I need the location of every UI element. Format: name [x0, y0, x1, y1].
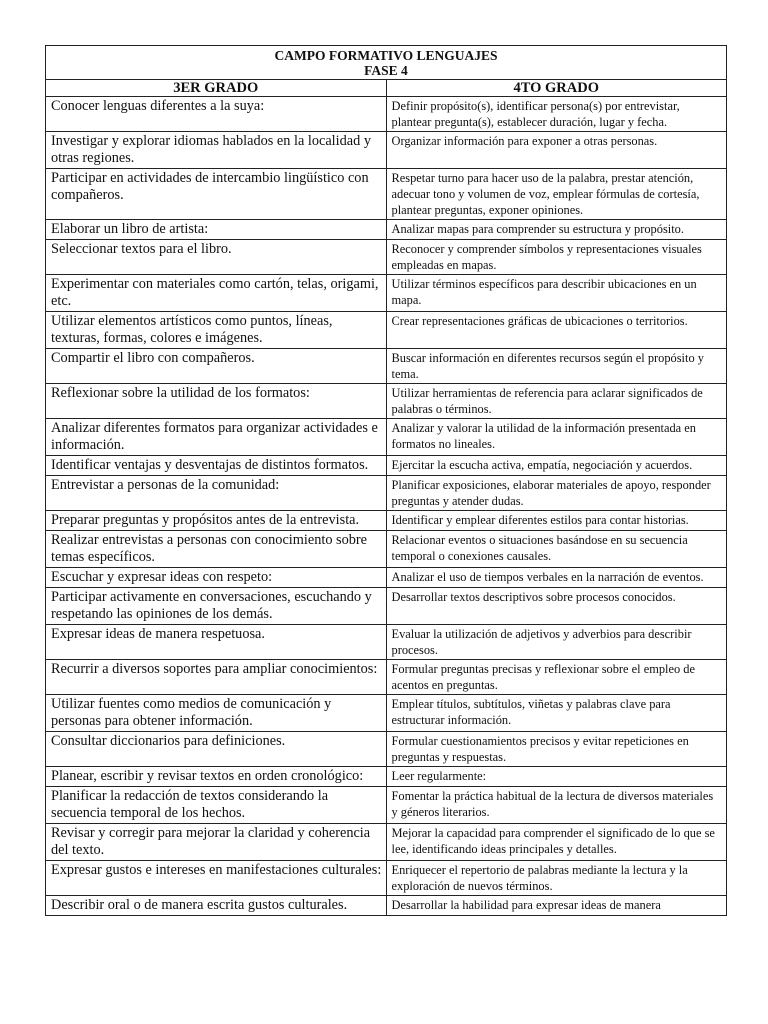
cell-3er-grado: Expresar gustos e intereses en manifestaciones culturales: [46, 861, 387, 896]
cell-4to-grado: Analizar mapas para comprender su estructura y propósito. [386, 220, 727, 240]
table-title-line1: CAMPO FORMATIVO LENGUAJES [274, 48, 498, 63]
cell-4to-grado: Desarrollar textos descriptivos sobre procesos conocidos. [386, 588, 727, 625]
cell-4to-grado: Crear representaciones gráficas de ubicaciones o territorios. [386, 312, 727, 349]
cell-4to-grado: Ejercitar la escucha activa, empatía, negociación y acuerdos. [386, 456, 727, 476]
cell-4to-grado: Leer regularmente: [386, 767, 727, 787]
table-row [46, 419, 727, 456]
table-title-line2: FASE 4 [364, 63, 408, 78]
table-row [46, 660, 727, 695]
cell-4to-grado: Enriquecer el repertorio de palabras mediante la lectura y la exploración de nuevos términos. [386, 861, 727, 896]
cell-3er-grado: Experimentar con materiales como cartón, telas, origami, etc. [46, 275, 387, 312]
table-row [46, 220, 727, 240]
cell-3er-grado: Elaborar un libro de artista: [46, 220, 387, 240]
table-row [46, 476, 727, 511]
table-row [46, 384, 727, 419]
cell-4to-grado: Utilizar herramientas de referencia para aclarar significados de palabras o términos. [386, 384, 727, 419]
cell-3er-grado: Conocer lenguas diferentes a la suya: [46, 97, 387, 132]
table-row [46, 511, 727, 531]
cell-3er-grado: Seleccionar textos para el libro. [46, 240, 387, 275]
cell-4to-grado: Formular cuestionamientos precisos y evitar repeticiones en preguntas y respuestas. [386, 732, 727, 767]
table-row [46, 169, 727, 220]
cell-3er-grado: Escuchar y expresar ideas con respeto: [46, 568, 387, 588]
cell-4to-grado: Analizar y valorar la utilidad de la información presentada en formatos no lineales. [386, 419, 727, 456]
cell-3er-grado: Revisar y corregir para mejorar la claridad y coherencia del texto. [46, 824, 387, 861]
table-row [46, 456, 727, 476]
cell-4to-grado: Planificar exposiciones, elaborar materiales de apoyo, responder preguntas y atender dudas. [386, 476, 727, 511]
cell-3er-grado: Planificar la redacción de textos considerando la secuencia temporal de los hechos. [46, 787, 387, 824]
cell-4to-grado: Desarrollar la habilidad para expresar ideas de manera [386, 896, 727, 916]
cell-3er-grado: Planear, escribir y revisar textos en orden cronológico: [46, 767, 387, 787]
table-row [46, 132, 727, 169]
table-row [46, 625, 727, 660]
cell-4to-grado: Reconocer y comprender símbolos y representaciones visuales empleadas en mapas. [386, 240, 727, 275]
cell-3er-grado: Consultar diccionarios para definiciones. [46, 732, 387, 767]
table-title [46, 46, 727, 80]
cell-3er-grado: Expresar ideas de manera respetuosa. [46, 625, 387, 660]
title-row [46, 46, 727, 80]
cell-3er-grado: Investigar y explorar idiomas hablados en la localidad y otras regiones. [46, 132, 387, 169]
cell-3er-grado: Preparar preguntas y propósitos antes de la entrevista. [46, 511, 387, 531]
table-body [46, 97, 727, 916]
cell-3er-grado: Participar en actividades de intercambio lingüístico con compañeros. [46, 169, 387, 220]
cell-4to-grado: Fomentar la práctica habitual de la lectura de diversos materiales y géneros literarios. [386, 787, 727, 824]
cell-4to-grado: Formular preguntas precisas y reflexionar sobre el empleo de acentos en preguntas. [386, 660, 727, 695]
table-row [46, 896, 727, 916]
table-row [46, 767, 727, 787]
table-row [46, 349, 727, 384]
table-row [46, 568, 727, 588]
cell-4to-grado: Utilizar términos específicos para describir ubicaciones en un mapa. [386, 275, 727, 312]
cell-4to-grado: Buscar información en diferentes recursos según el propósito y tema. [386, 349, 727, 384]
cell-3er-grado: Describir oral o de manera escrita gustos culturales. [46, 896, 387, 916]
cell-4to-grado: Relacionar eventos o situaciones basándose en su secuencia temporal o conexiones causales. [386, 531, 727, 568]
cell-4to-grado: Analizar el uso de tiempos verbales en la narración de eventos. [386, 568, 727, 588]
cell-3er-grado: Utilizar elementos artísticos como puntos, líneas, texturas, formas, colores e imágenes. [46, 312, 387, 349]
table-row [46, 275, 727, 312]
table-row [46, 787, 727, 824]
document-page [45, 45, 727, 916]
column-header-3er-grado: 3ER GRADO [46, 80, 387, 97]
cell-4to-grado: Organizar información para exponer a otras personas. [386, 132, 727, 169]
table-row [46, 312, 727, 349]
table-row [46, 695, 727, 732]
cell-4to-grado: Evaluar la utilización de adjetivos y adverbios para describir procesos. [386, 625, 727, 660]
cell-3er-grado: Participar activamente en conversaciones, escuchando y respetando las opiniones de los demás. [46, 588, 387, 625]
cell-4to-grado: Definir propósito(s), identificar persona(s) por entrevistar, plantear pregunta(s), establecer duración, lugar y fecha. [386, 97, 727, 132]
table-row [46, 824, 727, 861]
table-row [46, 861, 727, 896]
cell-4to-grado: Emplear títulos, subtítulos, viñetas y palabras clave para estructurar información. [386, 695, 727, 732]
cell-3er-grado: Recurrir a diversos soportes para ampliar conocimientos: [46, 660, 387, 695]
table-row [46, 732, 727, 767]
column-header-4to-grado: 4TO GRADO [386, 80, 727, 97]
table-row [46, 240, 727, 275]
cell-3er-grado: Reflexionar sobre la utilidad de los formatos: [46, 384, 387, 419]
cell-4to-grado: Respetar turno para hacer uso de la palabra, prestar atención, adecuar tono y volumen de voz, emplear fórmulas de cortesía, plantear preguntas, exponer opiniones. [386, 169, 727, 220]
cell-3er-grado: Entrevistar a personas de la comunidad: [46, 476, 387, 511]
cell-3er-grado: Compartir el libro con compañeros. [46, 349, 387, 384]
header-row [46, 80, 727, 97]
cell-3er-grado: Realizar entrevistas a personas con conocimiento sobre temas específicos. [46, 531, 387, 568]
table-row [46, 531, 727, 568]
table-row [46, 588, 727, 625]
table-row [46, 97, 727, 132]
cell-4to-grado: Identificar y emplear diferentes estilos para contar historias. [386, 511, 727, 531]
cell-4to-grado: Mejorar la capacidad para comprender el significado de lo que se lee, identificando ideas principales y detalles. [386, 824, 727, 861]
cell-3er-grado: Identificar ventajas y desventajas de distintos formatos. [46, 456, 387, 476]
cell-3er-grado: Analizar diferentes formatos para organizar actividades e información. [46, 419, 387, 456]
cell-3er-grado: Utilizar fuentes como medios de comunicación y personas para obtener información. [46, 695, 387, 732]
curriculum-table [45, 45, 727, 916]
